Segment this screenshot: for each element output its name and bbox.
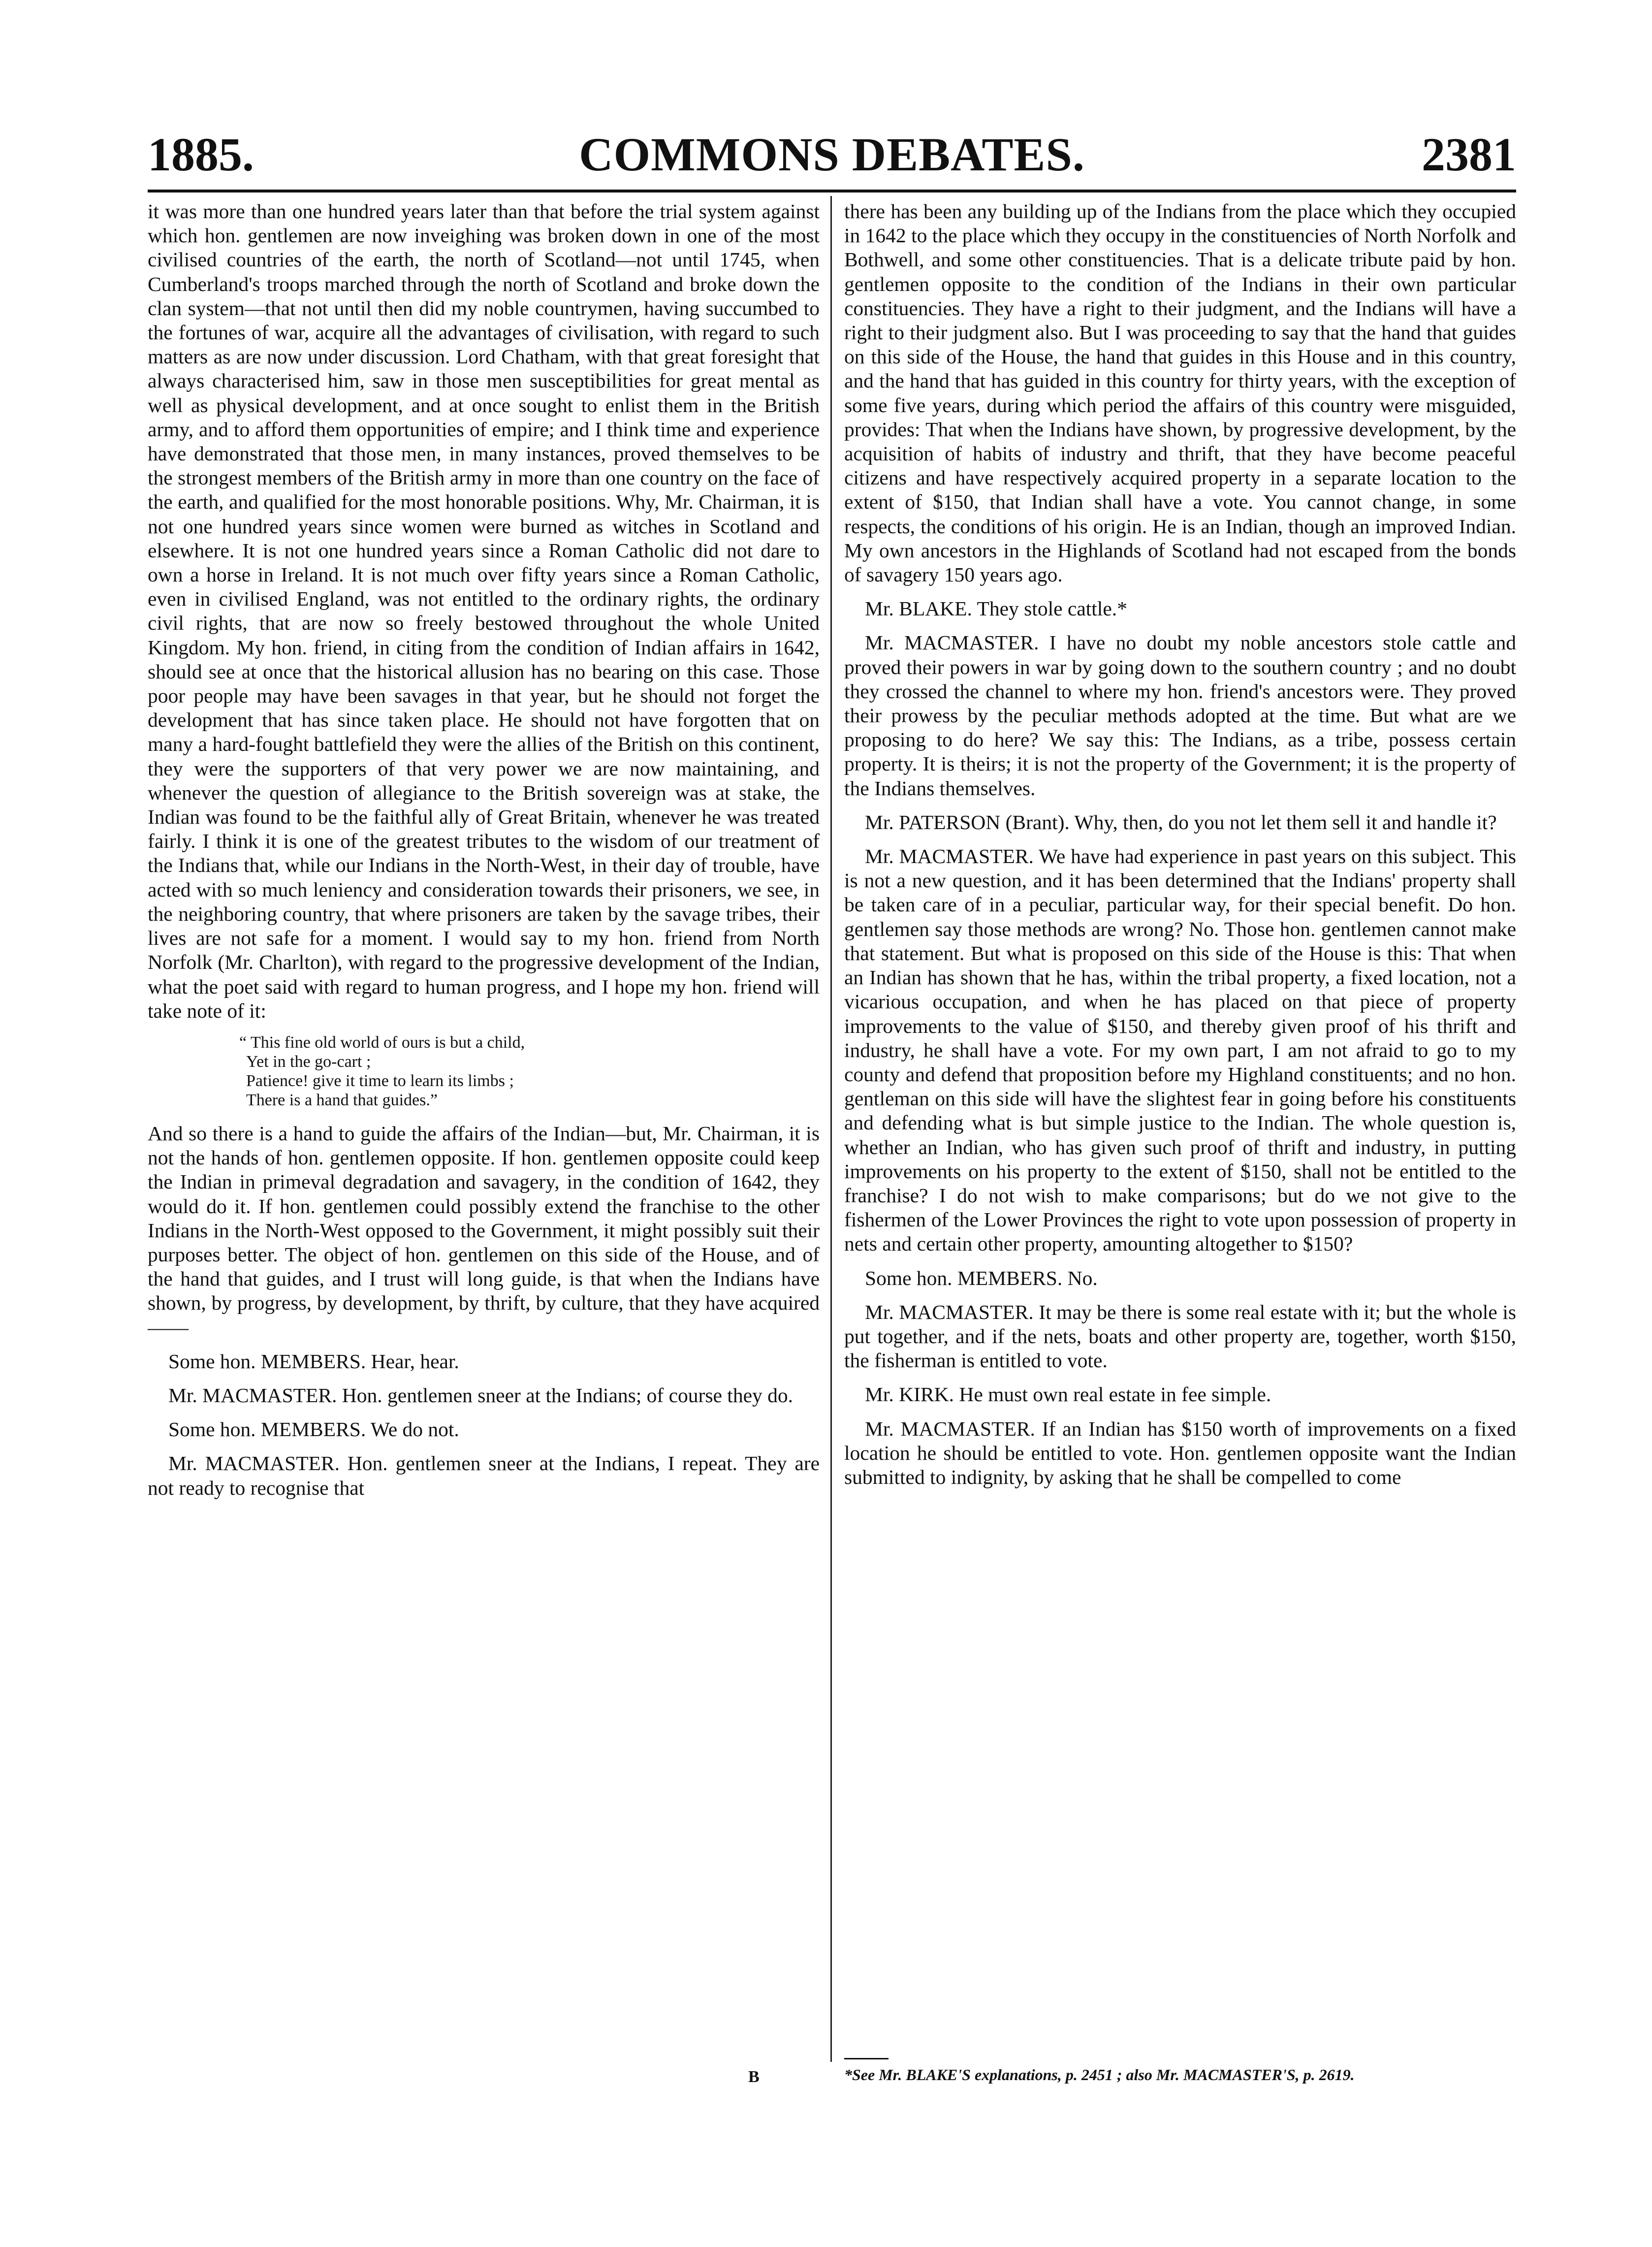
right-paragraph-3: Mr. MACMASTER. I have no doubt my noble ancestors stole cattle and proved their powers in war by going down to the southern country ; and no doubt they crossed the channel to where my hon. friend's ancestors were. They proved their prowess by the peculiar methods adopted at the time. But what are we proposing to do here? We say this: The Indians, as a tribe, possess certain property. It is theirs; it is not the property of the Government; it is the property of the Indians themselves. — [844, 631, 1516, 800]
right-paragraph-5: Mr. MACMASTER. We have had experience in past years on this subject. This is not a new question, and it has been determined that the Indians' property shall be taken care of in a peculiar, particular way, for their special benefit. Do hon. gentlemen say those methods are wrong? No. Those hon. gentlemen cannot make that statement. But what is proposed on this side of the House is this: That when an Indian has shown that he has, within the tribal property, a fixed location, not a vicarious occupation, and when he has placed on that piece of property improvements to the value of $150, and thereby given proof of his thrift and industry, he shall have a vote. For my own part, I am not afraid to go to my county and defend that proposition before my Highland constituents; and no hon. gentleman on this side will have the slightest fear in going before his constituents and defending what is but simple justice to the Indian. The whole question is, whether an Indian, who has given such proof of thrift and industry, in putting improvements on his property to the extent of $150, shall not be entitled to the franchise? I do not wish to make comparisons; but do we not give to the fishermen of the Lower Provinces the right to vote upon possession of property in nets and certain other property, amounting altogether to $150? — [844, 845, 1516, 1255]
footnote-rule — [844, 2058, 889, 2059]
quote-line-2: Yet in the go-cart ; — [246, 1052, 371, 1071]
right-paragraph-7: Mr. MACMASTER. It may be there is some real estate with it; but the whole is put together, and if the nets, boats and other property are, together, worth $150, the fisherman is entitled to vote. — [844, 1300, 1516, 1372]
right-paragraph-8: Mr. KIRK. He must own real estate in fee simple. — [865, 1383, 1271, 1406]
right-paragraph-1: there has been any building up of the Indians from the place which they occupied in 1642 to the place which they occupy in the constituencies of North Norfolk and Bothwell, and some other constituencies. That is a delicate tribute paid by hon. gentlemen opposite to the condition of the Indians in their own particular constituencies. They have a right to their judgment, and the Indians will have a right to their judgment also. But I was proceeding to say that the hand that guides on this side of the House, the hand that guides in this House and in this country, and the hand that has guided in this country for thirty years, with the exception of some five years, during which period the affairs of this country were misguided, provides: That when the Indians have shown, by progressive development, by the acquisition of habits of industry and thrift, that they have become peaceful citizens and have respectively acquired property in a separate location to the extent of $150, that Indian shall have a vote. You cannot change, in some respects, the conditions of his origin. He is an Indian, though an improved Indian. My own ancestors in the Highlands of Scotland had not escaped from the bonds of savagery 150 years ago. — [844, 200, 1516, 586]
left-paragraph-3: Some hon. MEMBERS. Hear, hear. — [168, 1349, 459, 1373]
right-paragraph-9: Mr. MACMASTER. If an Indian has $150 worth of improvements on a fixed location he should be entitled to vote. Hon. gentlemen opposite want the Indian submitted to indignity, by asking that he shall be compelled to come — [844, 1417, 1516, 1488]
left-paragraph-6: Mr. MACMASTER. Hon. gentlemen sneer at the Indians, I repeat. They are not ready to recognise that — [148, 1452, 820, 1499]
quote-line-1: “ This fine old world of ours is but a child, — [239, 1033, 525, 1052]
column-divider — [830, 196, 832, 2062]
quote-line-3: Patience! give it time to learn its limbs ; — [246, 1071, 514, 1090]
header-rule — [148, 190, 1516, 193]
page-header — [148, 127, 1516, 181]
right-paragraph-2: Mr. BLAKE. They stole cattle.* — [865, 597, 1127, 620]
left-paragraph-2: And so there is a hand to guide the affairs of the Indian—but, Mr. Chairman, it is not the hands of hon. gentlemen opposite. If hon. gentlemen opposite could keep the Indian in primeval degradation and savagery, in the condition of 1642, they would do it. If hon. gentlemen could possibly extend the franchise to the other Indians in the North-West opposed to the Government, it might possibly suit their purposes better. The object of hon. gentlemen on this side of the House, and of the hand that guides, and I trust will long guide, is that when the Indians have shown, by progress, by development, by thrift, by culture, that they have acquired—— — [148, 1122, 820, 1339]
footnote: *See Mr. BLAKE'S explanations, p. 2451 ; also Mr. MACMASTER'S, p. 2619. — [844, 2066, 1355, 2084]
header-title: COMMONS DEBATES. — [579, 128, 1085, 181]
right-paragraph-6: Some hon. MEMBERS. No. — [865, 1266, 1098, 1289]
right-column — [844, 199, 1516, 1499]
quote-line-4: There is a hand that guides.” — [246, 1091, 438, 1109]
header-page-number: 2381 — [1422, 128, 1516, 181]
signature-mark: B — [748, 2068, 760, 2086]
left-column — [148, 199, 820, 1510]
left-paragraph-1: it was more than one hundred years later than that before the trial system against which hon. gentlemen are now inveighing was broken down in one of the most civilised countries of the earth, the north of Scotland—not until 1745, when Cumberland's troops marched through the north of Scotland and broke down the clan system—that not until then did my noble countrymen, having succumbed to the fortunes of war, acquire all the advantages of civilisation, with regard to such matters as are now under discussion. Lord Chatham, with that great foresight that always characterised him, saw in those men susceptibilities for great mental as well as physical development, and at once sought to enlist them in the British army, and to afford them opportunities of empire; and I think time and experience have demonstrated that those men, in many instances, proved themselves to be the strongest members of the British army in more than one country on the face of the earth, and qualified for the most honorable positions. Why, Mr. Chairman, it is not one hundred years since women were burned as witches in Scotland and elsewhere. It is not one hundred years since a Roman Catholic did not dare to own a horse in Ireland. It is not much over fifty years since a Roman Catholic, even in civilised England, was not entitled to the ordinary rights, the ordinary civil rights, that are now so freely bestowed throughout the whole United Kingdom. My hon. friend, in citing from the condition of Indian affairs in 1642, should see at once that the historical allusion has no bearing on this case. Those poor people may have been savages in that year, but he should not forget the development that has since taken place. He should not have forgotten that on many a hard-fought battlefield they were the allies of the British on this continent, they were the supporters of that very power we are now maintaining, and whenever the question of allegiance to the British sovereign was at stake, the Indian was found to be the faithful ally of Great Britain, whenever he was treated fairly. I think it is one of the greatest tributes to the wisdom of our treatment of the Indians that, while our Indians in the North-West, in their day of trouble, have acted with so much leniency and consideration towards their prisoners, we see, in the neighboring country, that where prisoners are taken by the savage tribes, their lives are not safe for a moment. I would say to my hon. friend from North Norfolk (Mr. Charlton), with regard to the progressive development of the Indian, what the poet said with regard to human progress, and I hope my hon. friend will take note of it: — [148, 200, 820, 1022]
left-paragraph-5: Some hon. MEMBERS. We do not. — [168, 1418, 459, 1441]
right-paragraph-4: Mr. PATERSON (Brant). Why, then, do you not let them sell it and handle it? — [865, 810, 1497, 834]
poem-quote — [239, 1033, 820, 1110]
header-year: 1885. — [148, 128, 254, 181]
left-paragraph-4: Mr. MACMASTER. Hon. gentlemen sneer at the Indians; of course they do. — [168, 1383, 793, 1407]
